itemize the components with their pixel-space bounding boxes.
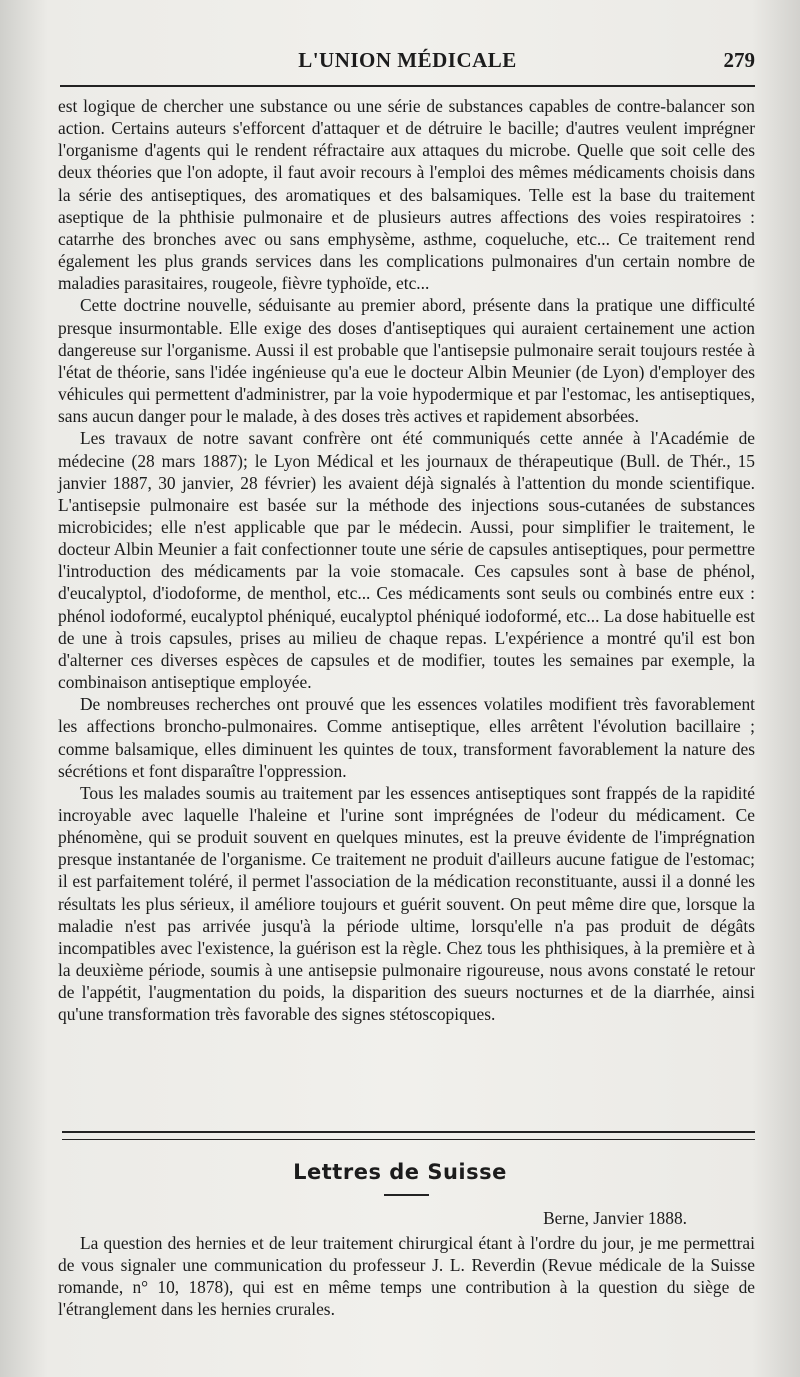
article-paragraph: Les travaux de notre savant confrère ont été communiqués cette année à l'Académie de médecine (28 mars 1887); le Lyon Médical et les journaux de thérapeutique (Bull. de Thér., 15 janvier 1887, 30 janvier, 28 février) les avaient déjà signalés à l'attention du monde scientifique. L'antisepsie pulmonaire est basée sur la méthode des injections sous-cutanées de substances microbicides; elle n'est applicable que par le médecin. Aussi, pour simplifier le traitement, le docteur Albin Meunier a fait confectionner toute une série de capsules antiseptiques, pour permettre l'introduction des médicaments par la voie stomacale. Ces capsules sont à base de phénol, d'eucalyptol, d'iodoforme, de menthol, etc... Ces médicaments sont seuls ou combinés entre eux : phénol iodoformé, eucalyptol phéniqué, eucalyptol phéniqué iodoformé, etc... La dose habituelle est de une à trois capsules, prises au milieu de chaque repas. L'expérience a montré qu'il est bon d'alterner ces diverses espèces de capsules et de modifier, toutes les semaines par exemple, la combinaison antiseptique employée. [58, 428, 755, 693]
title-underline [384, 1194, 429, 1196]
running-head [60, 48, 755, 78]
article-paragraph: est logique de chercher une substance ou une série de substances capables de contre-balancer son action. Certains auteurs s'efforcent d'attaquer et de détruire le bacille; d'autres veulent imprégner l'organisme d'agents qui le rendent réfractaire aux attaques du microbe. Quelle que soit celle des deux théories que l'on adopte, il faut avoir recours à l'emploi des mêmes médicaments choisis dans la série des antiseptiques, des aromatiques et des balsamiques. Telle est la base du traitement aseptique de la phthisie pulmonaire et de plusieurs autres affections des voies respiratoires : catarrhe des bronches avec ou sans emphysème, asthme, coqueluche, etc... Ce traitement rend également les plus grands services dans les complications pulmonaires d'un certain nombre de maladies parasitaires, rougeole, fièvre typhoïde, etc... [58, 96, 755, 294]
article-paragraph: Cette doctrine nouvelle, séduisante au premier abord, présente dans la pratique une difficulté presque insurmontable. Elle exige des doses d'antiseptiques qui auraient certainement une action dangereuse sur l'organisme. Aussi il est probable que l'antisepsie pulmonaire serait toujours restée à l'état de théorie, sans l'idée ingénieuse qu'a eue le docteur Albin Meunier (de Lyon) d'employer des véhicules qui permettent d'administrer, par la voie hypodermique et par l'estomac, les antiseptiques, sans aucun danger pour le malade, à des doses très actives et rapidement absorbées. [58, 295, 755, 427]
section-divider [62, 1131, 755, 1140]
article-paragraph: Tous les malades soumis au traitement par les essences antiseptiques sont frappés de la rapidité incroyable avec laquelle l'haleine et l'urine sont imprégnées de l'odeur du médicament. Ce phénomène, qui se produit souvent en quelques minutes, est la preuve évidente de l'imprégnation presque instantanée de l'organisme. Ce traitement ne produit d'ailleurs aucune fatigue de l'estomac; il est parfaitement toléré, il permet l'association de la médication reconstituante, aussi il a donné les résultats les plus sérieux, il améliore toujours et guérit souvent. On peut même dire que, lorsque la maladie n'est pas arrivée jusqu'à la période ultime, lorsqu'elle n'a pas produit de dégâts incompatibles avec l'existence, la guérison est la règle. Chez tous les phthisiques, à la première et à la deuxième période, soumis à une antisepsie pulmonaire rigoureuse, nous avons constaté le retour de l'appétit, l'augmentation du poids, la disparition des sueurs nocturnes et de la diarrhée, ainsi qu'une transformation très favorable des signes stétoscopiques. [58, 782, 755, 1025]
page-number: 279 [723, 48, 755, 72]
letter-paragraph: La question des hernies et de leur traitement chirurgical étant à l'ordre du jour, je me permettrai de vous signaler une communication du professeur J. L. Reverdin (Revue médicale de la Suisse romande, n° 10, 1878), qui est en même temps une contribution à la question du siège de l'étranglement dans les hernies crurales. [58, 1233, 755, 1319]
letter-body [58, 1232, 755, 1320]
article-body [58, 95, 755, 1026]
section-title: Lettres de Suisse [293, 1160, 507, 1184]
article-paragraph: De nombreuses recherches ont prouvé que les essences volatiles modifient très favorablement les affections broncho-pulmonaires. Comme antiseptique, elles arrêtent l'évolution bacillaire ; comme balsamique, elles diminuent les quintes de toux, transforment favorablement la nature des sécrétions et font disparaître l'oppression. [58, 694, 755, 781]
dateline: Berne, Janvier 1888. [543, 1208, 687, 1228]
header-rule [60, 85, 755, 87]
journal-title: L'UNION MÉDICALE [298, 48, 517, 72]
